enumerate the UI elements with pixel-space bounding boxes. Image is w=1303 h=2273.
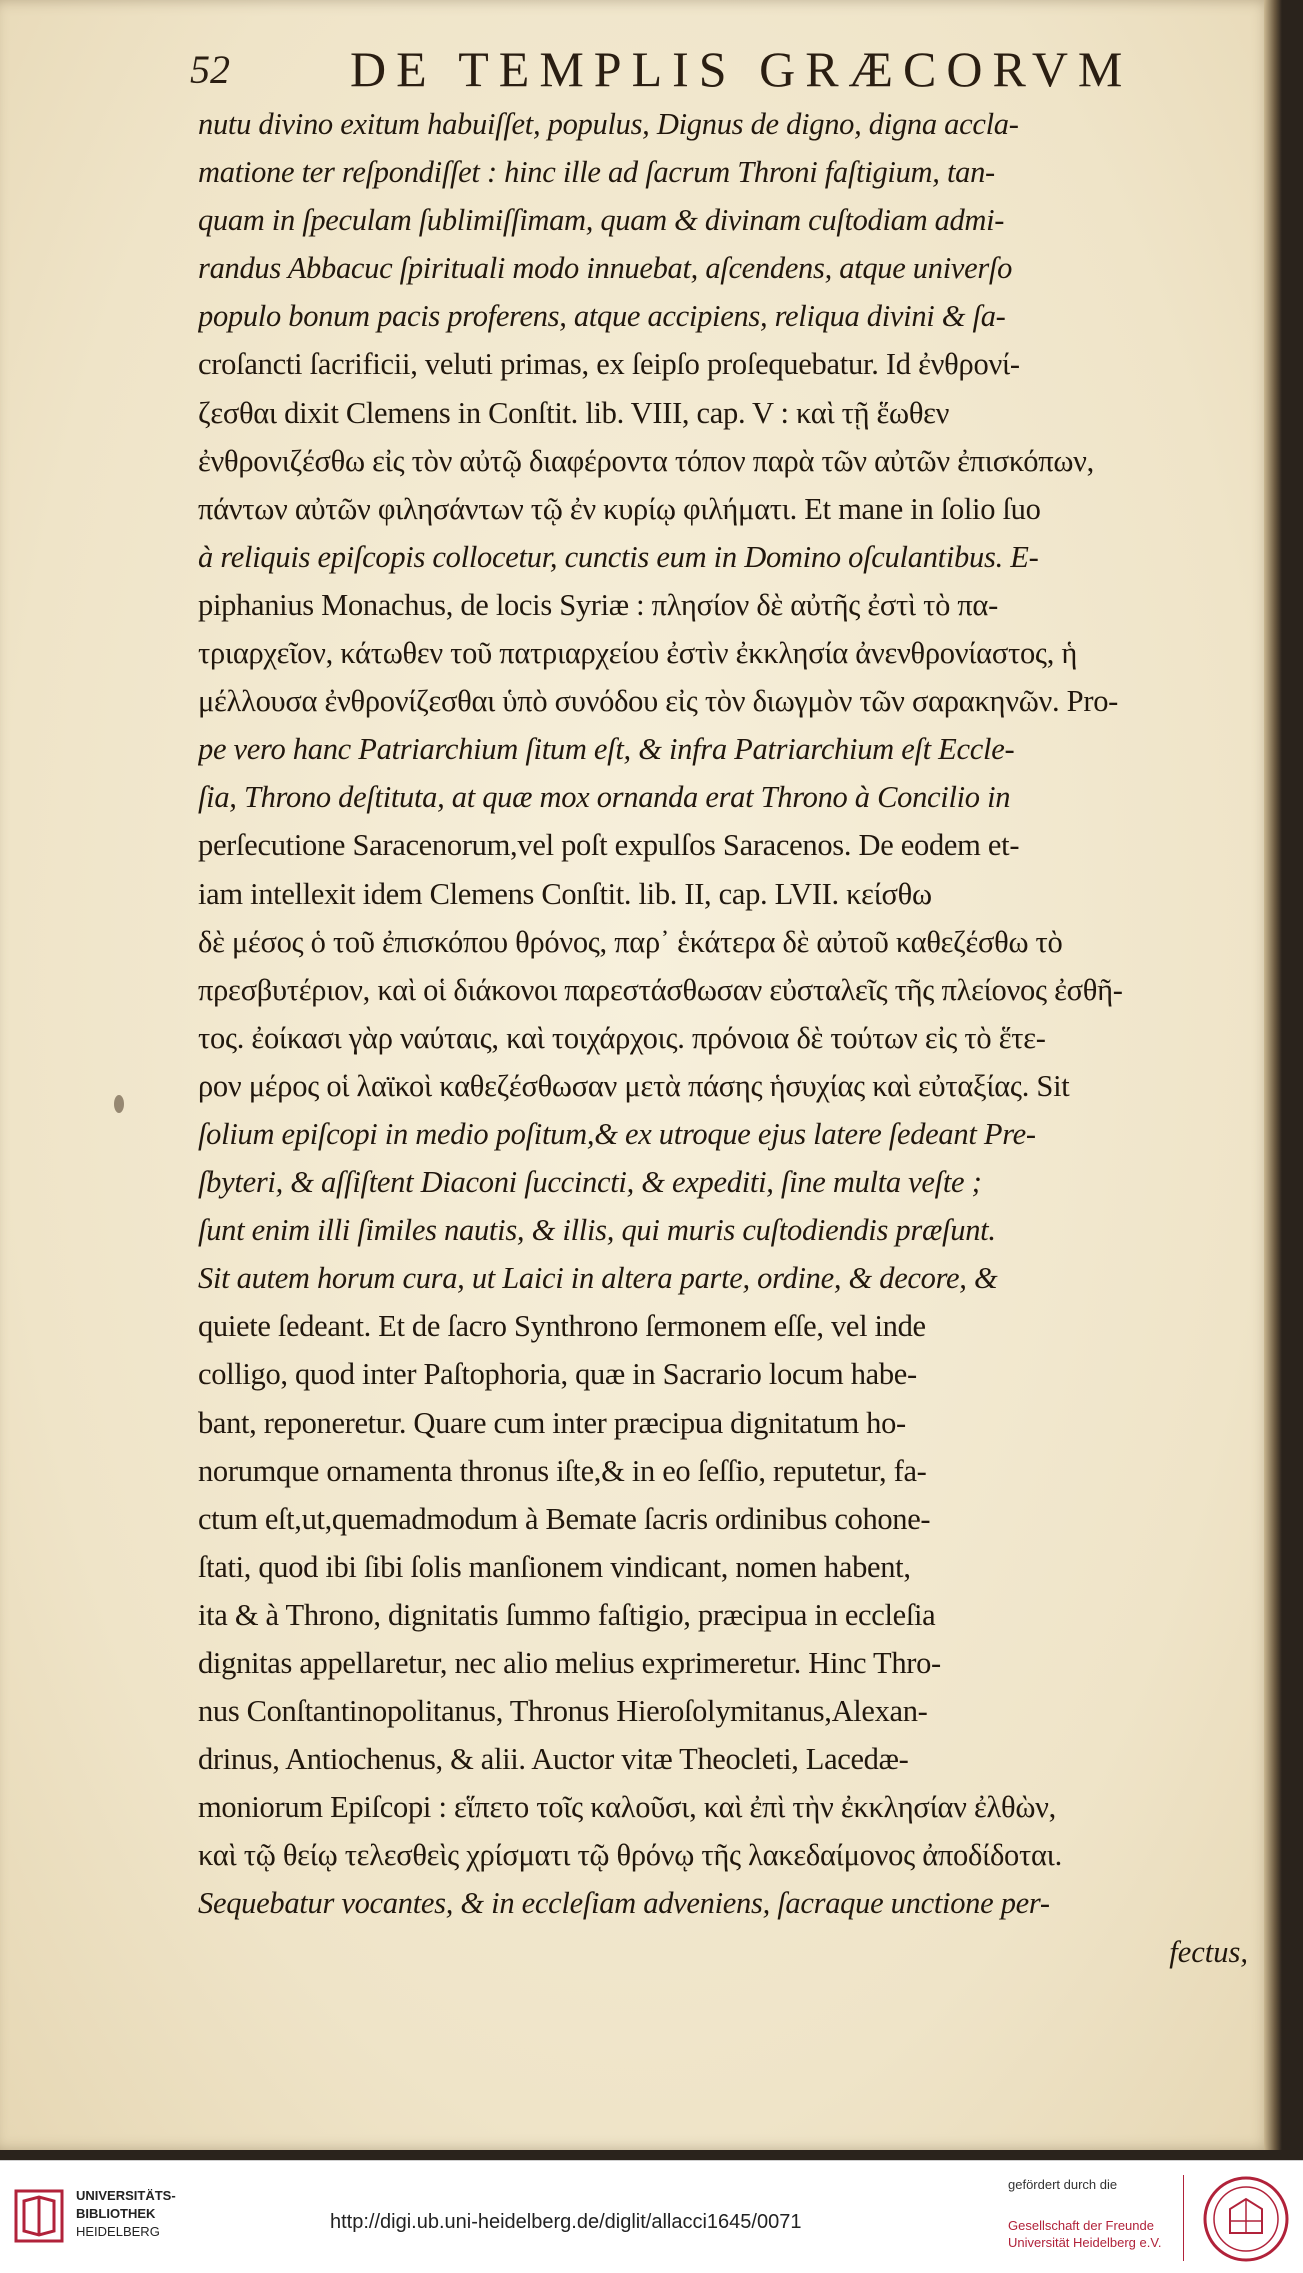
text-line: ctum eſt,ut,quemadmodum à Bemate ſacris ordinibus cohone- (198, 1501, 931, 1536)
text-line: μέλλουσα ἐνθρονίζεσθαι ὑπὸ συνόδου εἰς τὸν διωγμὸν τῶν σαρακηνῶν. Pro- (198, 684, 1119, 719)
text-line: ρον μέρος οἱ λαϊκοὶ καθεζέσθωσαν μετὰ πάσης ἡσυχίας καὶ εὐταξίας. Sit (198, 1068, 1070, 1103)
text-line: norumque ornamenta thronus iſte,& in eo ſeſſio, reputetur, fa- (198, 1453, 927, 1488)
permalink-url[interactable]: http://digi.ub.uni-heidelberg.de/diglit/allacci1645/0071 (330, 2211, 802, 2233)
text-line: τριαρχεῖον, κάτωθεν τοῦ πατριαρχείου ἐστὶν ἐκκλησία ἀνενθρονίαστος, ἡ (198, 636, 1078, 671)
text-line: à reliquis epiſcopis collocetur, cunctis eum in Domino oſculantibus. E- (198, 539, 1039, 574)
text-line: ſunt enim illi ſimiles nautis, & illis, qui muris cuſtodiendis præſunt. (198, 1213, 996, 1248)
text-line: perſecutione Saracenorum,vel poſt expulſos Saracenos. De eodem et- (198, 828, 1020, 863)
text-line: ſia, Throno deſtituta, at quæ mox ornanda erat Throno à Concilio in (198, 780, 1011, 815)
page-header (190, 40, 1200, 100)
text-line: quiete ſedeant. Et de ſacro Synthrono ſermonem eſſe, vel inde (198, 1309, 926, 1344)
text-line: ζεσθαι dixit Clemens in Conſtit. lib. VIII, cap. V : καὶ τῇ ἕωθεν (198, 395, 950, 430)
text-line: randus Abbacuc ſpirituali modo innuebat, aſcendens, atque univerſo (198, 251, 1013, 286)
footer-bar (0, 2160, 1303, 2273)
text-line: Sit autem horum cura, ut Laici in altera parte, ordine, & decore, & (198, 1261, 998, 1296)
body-text (198, 100, 1268, 1976)
catchword: fectus, (1169, 1934, 1248, 1969)
text-line: drinus, Antiochenus, & alii. Auctor vitæ Theocleti, Lacedæ- (198, 1742, 909, 1777)
text-line: nutu divino exitum habuiſſet, populus, Dignus de digno, digna accla- (198, 107, 1019, 141)
library-name-line2: BIBLIOTHEK (76, 2206, 156, 2221)
text-line: colligo, quod inter Paſtophoria, quæ in Sacrario locum habe- (198, 1357, 917, 1392)
text-line: καὶ τῷ θείῳ τελεσθεὶς χρίσματι τῷ θρόνῳ τῆς λακεδαίμονος ἀποδίδοται. (198, 1838, 1062, 1873)
text-line: πρεσβυτέριον, καὶ οἱ διάκονοι παρεστάσθωσαν εὐσταλεῖς τῆς πλείονος ἐσθῆ- (198, 972, 1123, 1007)
footer-divider (1183, 2175, 1184, 2261)
text-line: bant, reponeretur. Quare cum inter præcipua dignitatum ho- (198, 1405, 906, 1440)
library-name-line1: UNIVERSITÄTS- (76, 2188, 176, 2203)
text-line: dignitas appellaretur, nec alio melius exprimeretur. Hinc Thro- (198, 1646, 941, 1680)
text-line: matione ter reſpondiſſet : hinc ille ad ſacrum Throni faſtigium, tan- (198, 155, 995, 190)
text-line: ſolium epiſcopi in medio poſitum,& ex utroque ejus latere ſedeant Pre- (198, 1116, 1036, 1151)
text-line: δὲ μέσος ὁ τοῦ ἐπισκόπου θρόνος, παρ᾽ ἑκάτερα δὲ αὐτοῦ καθεζέσθω τὸ (198, 924, 1063, 959)
text-line: ſbyteri, & aſſiſtent Diaconi ſuccincti, & expediti, ſine multa veſte ; (198, 1165, 982, 1200)
library-name (76, 2187, 176, 2241)
text-line: Sequebatur vocantes, & in eccleſiam adveniens, ſacraque unctione per- (198, 1886, 1050, 1921)
text-line: piphanius Monachus, de locis Syriæ : πλησίον δὲ αὐτῆς ἐστὶ τὸ πα- (198, 587, 998, 622)
text-line: iam intellexit idem Clemens Conſtit. lib. II, cap. LVII. κείσθω (198, 876, 932, 911)
society-name-line2: Universität Heidelberg e.V. (1008, 2235, 1162, 2250)
text-line: ſtati, quod ibi ſibi ſolis manſionem vindicant, nomen habent, (198, 1549, 911, 1584)
funded-by-text: gefördert durch die (1008, 2177, 1118, 2192)
text-line: nus Conſtantinopolitanus, Thronus Hieroſolymitanus,Alexan- (198, 1694, 928, 1729)
text-line: moniorum Epiſcopi : εἵπετο τοῖς καλοῦσι, καὶ ἐπὶ τὴν ἐκκλησίαν ἐλθὼν, (198, 1790, 1056, 1825)
text-line: pe vero hanc Patriarchium ſitum eſt, & infra Patriarchium eſt Eccle- (198, 732, 1015, 767)
society-name-line1: Gesellschaft der Freunde (1008, 2218, 1154, 2233)
running-title: DE TEMPLIS GRÆCORVM (350, 41, 1133, 97)
university-library-logo-icon[interactable] (14, 2189, 64, 2243)
text-line: populo bonum pacis proferens, atque accipiens, reliqua divini & ſa- (198, 299, 1006, 334)
ink-spot (114, 1095, 124, 1113)
text-line: πάντων αὐτῶν φιλησάντων τῷ ἐν κυρίῳ φιλήματι. Et mane in ſolio ſuo (198, 491, 1041, 526)
text-line: τος. ἐοίκασι γὰρ ναύταις, καὶ τοιχάρχοις. πρόνοια δὲ τούτων εἰς τὸ ἕτε- (198, 1020, 1046, 1055)
text-line: quam in ſpeculam ſublimiſſimam, quam & divinam cuſtodiam admi- (198, 203, 1005, 238)
university-seal-icon (1202, 2175, 1290, 2263)
society-name[interactable] (1008, 2217, 1161, 2251)
text-line: ἐνθρονιζέσθω εἰς τὸν αὐτῷ διαφέροντα τόπον παρὰ τῶν αὐτῶν ἐπισκόπων, (198, 443, 1094, 478)
text-line: croſancti ſacrificii, veluti primas, ex ſeipſo proſequebatur. Id ἐνθρονί- (198, 347, 1020, 382)
library-name-line3: HEIDELBERG (76, 2224, 160, 2239)
page-number: 52 (190, 47, 230, 92)
text-line: ita & à Throno, dignitatis ſummo faſtigio, præcipua in eccleſia (198, 1597, 936, 1632)
